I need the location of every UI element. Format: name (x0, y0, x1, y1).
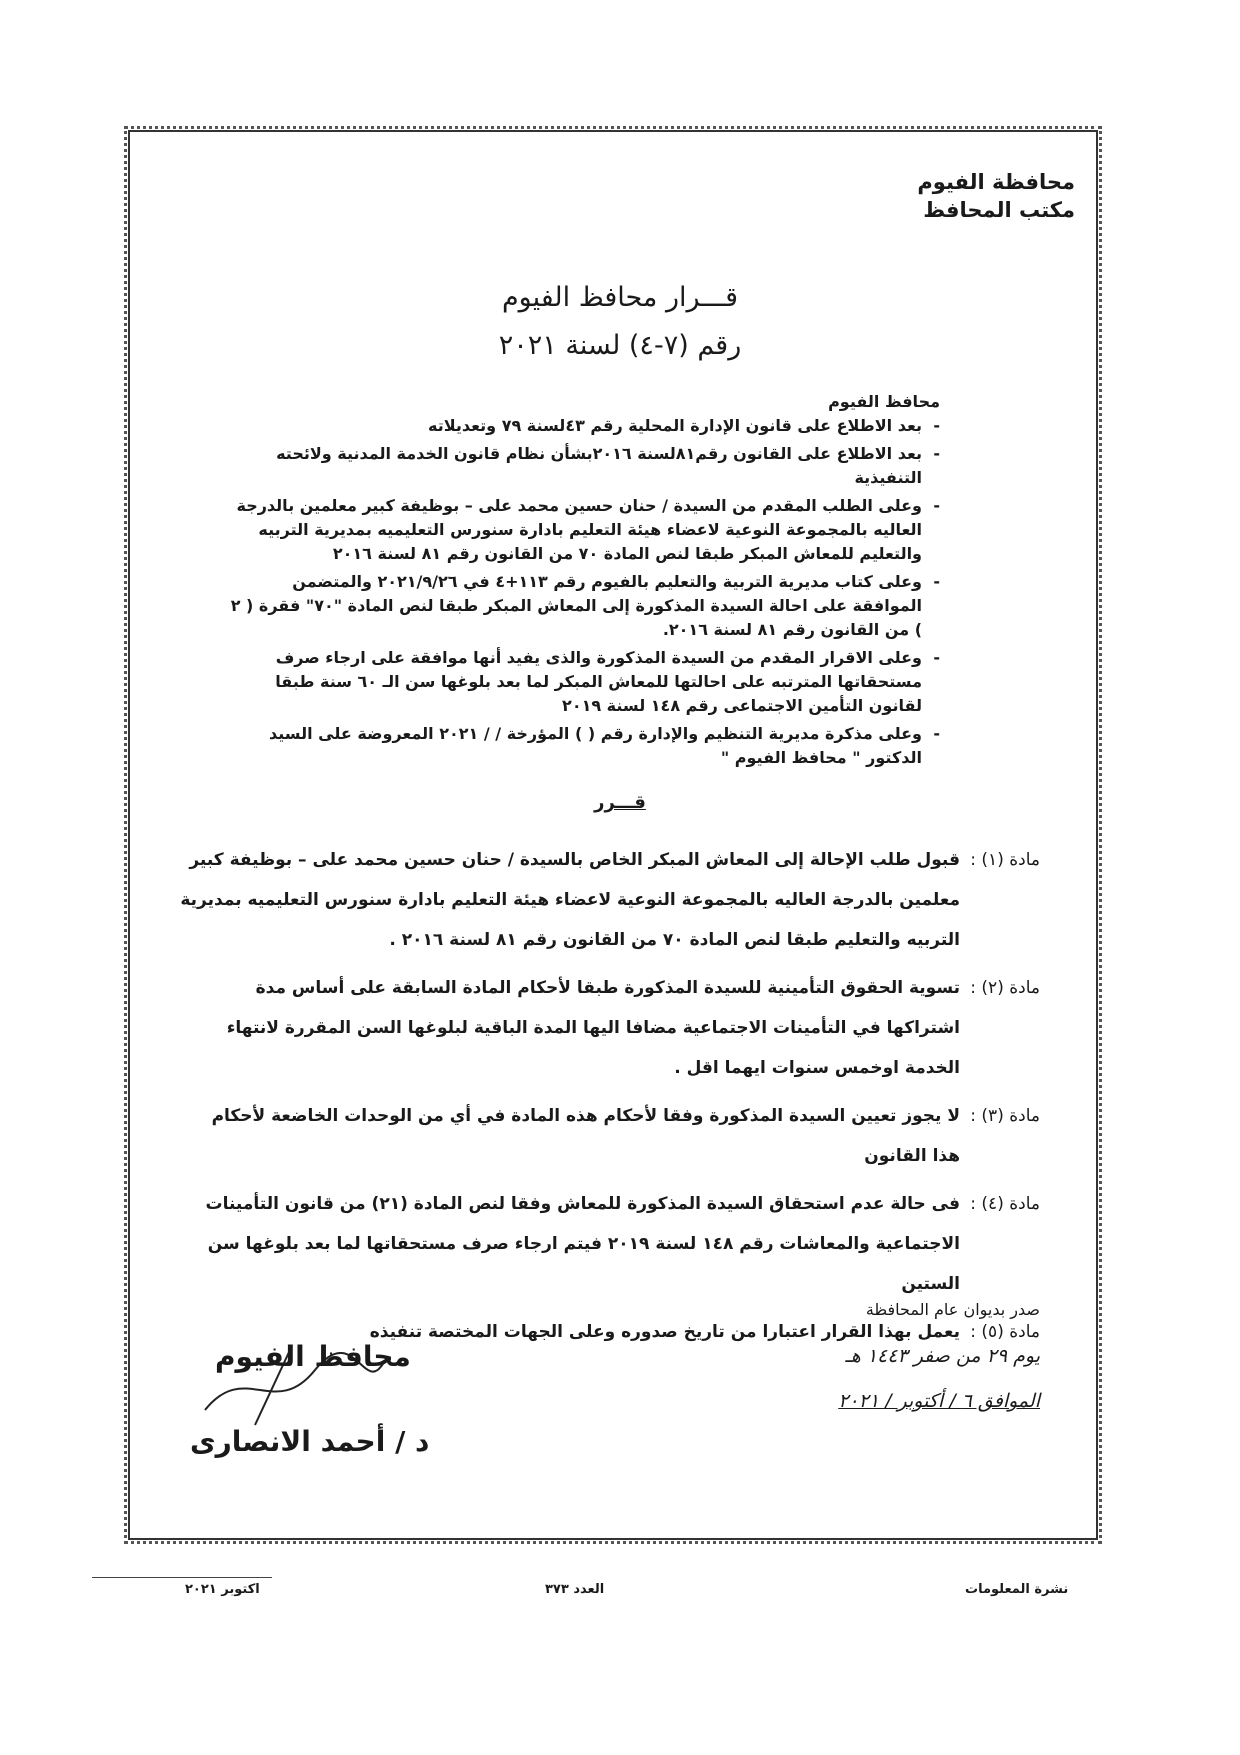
office-line-governorate: محافظة الفيوم (917, 170, 1075, 194)
article-text: فى حالة عدم استحقاق السيدة المذكورة للمعاش وفقا لنص المادة (٢١) من قانون التأمينات الاجتماعية والمعاشات رقم ١٤٨ لسنة ٢٠١٩ فيتم ارجاء صرف مستحقاتها لما بعد بلوغها سن الستين (205, 1194, 960, 1294)
office-header (917, 168, 1075, 224)
article-label: مادة (١) : (970, 850, 1040, 870)
articles-list (180, 840, 1040, 1360)
article-text: تسوية الحقوق التأمينية للسيدة المذكورة طبقا لأحكام المادة السابقة على أساس مدة اشتراكها في التأمينات الاجتماعية مضافا اليها المدة الباقية لبلوغها السن المقررة لانتهاء الخدمة اوخمس سنوات ايهما اقل . (226, 978, 960, 1078)
article-3 (180, 1096, 1040, 1176)
preamble-label: محافظ الفيوم (828, 392, 940, 411)
signatory-name: د / أحمد الانصارى (190, 1425, 430, 1458)
article-label: مادة (٣) : (970, 1106, 1040, 1126)
footer-date: اكتوبر ٢٠٢١ (185, 1582, 260, 1597)
article-4 (180, 1184, 1040, 1304)
hijri-date: يوم ٢٩ من صفر ١٤٤٣ هـ (845, 1345, 1040, 1367)
consideration-item: - وعلى الاقرار المقدم من السيدة المذكورة والذى يفيد أنها موافقة على ارجاء صرف مستحقاتها المترتبه على احالتها للمعاش المبكر لما بعد بلوغها سن الـ ٦٠ سنة طبقا لقانون التأمين الاجتماعى رقم ١٤٨ لسنة ٢٠١٩ (220, 646, 940, 718)
decision-heading: قـــرر (594, 792, 646, 813)
article-label: مادة (٢) : (970, 978, 1040, 998)
office-line-governor: مكتب المحافظ (923, 198, 1075, 222)
article-text: لا يجوز تعيين السيدة المذكورة وفقا لأحكام هذه المادة في أي من الوحدات الخاضعة لأحكام هذا القانون (211, 1106, 960, 1166)
article-label: مادة (٥) : (970, 1322, 1040, 1342)
footer-publication: نشرة المعلومات (965, 1582, 1069, 1597)
decision-number: رقم (٧-٤) لسنة ٢٠٢١ (498, 330, 742, 361)
signatory-title: محافظ الفيوم (215, 1340, 411, 1373)
consideration-item: - وعلى مذكرة مديرية التنظيم والإدارة رقم ( ) المؤرخة / / ٢٠٢١ المعروضة على السيد الدكتور " محافظ الفيوم " (220, 722, 940, 770)
consideration-item: - وعلى الطلب المقدم من السيدة / حنان حسين محمد على – بوظيفة كبير معلمين بالدرجة العاليه بالمجموعة النوعية لاعضاء هيئة التعليم بادارة سنورس التعليميه بمديرية التربيه والتعليم للمعاش المبكر طبقا لنص المادة ٧٠ من القانون رقم ٨١ لسنة ٢٠١٦ (220, 494, 940, 566)
considerations-list (220, 414, 940, 774)
consideration-item: - بعد الاطلاع على قانون الإدارة المحلية رقم ٤٣لسنة ٧٩ وتعديلاته (220, 414, 940, 438)
article-2 (180, 968, 1040, 1088)
gregorian-date: الموافق ٦ / أكتوبر / ٢٠٢١ (838, 1390, 1040, 1412)
footer-issue-number: العدد ٣٧٣ (545, 1582, 605, 1597)
footer-rule (92, 1577, 272, 1578)
article-text: قبول طلب الإحالة إلى المعاش المبكر الخاص بالسيدة / حنان حسين محمد على – بوظيفة كبير معلمين بالدرجة العاليه بالمجموعة النوعية لاعضاء هيئة التعليم بادارة سنورس التعليميه بمديرية التربيه والتعليم طبقا لنص المادة ٧٠ من القانون رقم ٨١ لسنة ٢٠١٦ . (180, 850, 960, 950)
article-text: يعمل بهذا القرار اعتبارا من تاريخ صدوره وعلى الجهات المختصة تنفيذه (369, 1322, 960, 1342)
issued-statement: صدر بديوان عام المحافظة (865, 1300, 1040, 1319)
article-label: مادة (٤) : (970, 1194, 1040, 1214)
decision-title: قـــرار محافظ الفيوم (501, 282, 739, 313)
article-1 (180, 840, 1040, 960)
consideration-item: - وعلى كتاب مديرية التربية والتعليم بالفيوم رقم ١١٣+٤ في ٢٠٢١/٩/٢٦ والمتضمن الموافقة على احالة السيدة المذكورة إلى المعاش المبكر طبقا لنص المادة "٧٠" فقرة ( ٢ ) من القانون رقم ٨١ لسنة ٢٠١٦. (220, 570, 940, 642)
consideration-item: - بعد الاطلاع على القانون رقم٨١لسنة ٢٠١٦بشأن نظام قانون الخدمة المدنية ولائحته التنفيذية (220, 442, 940, 490)
